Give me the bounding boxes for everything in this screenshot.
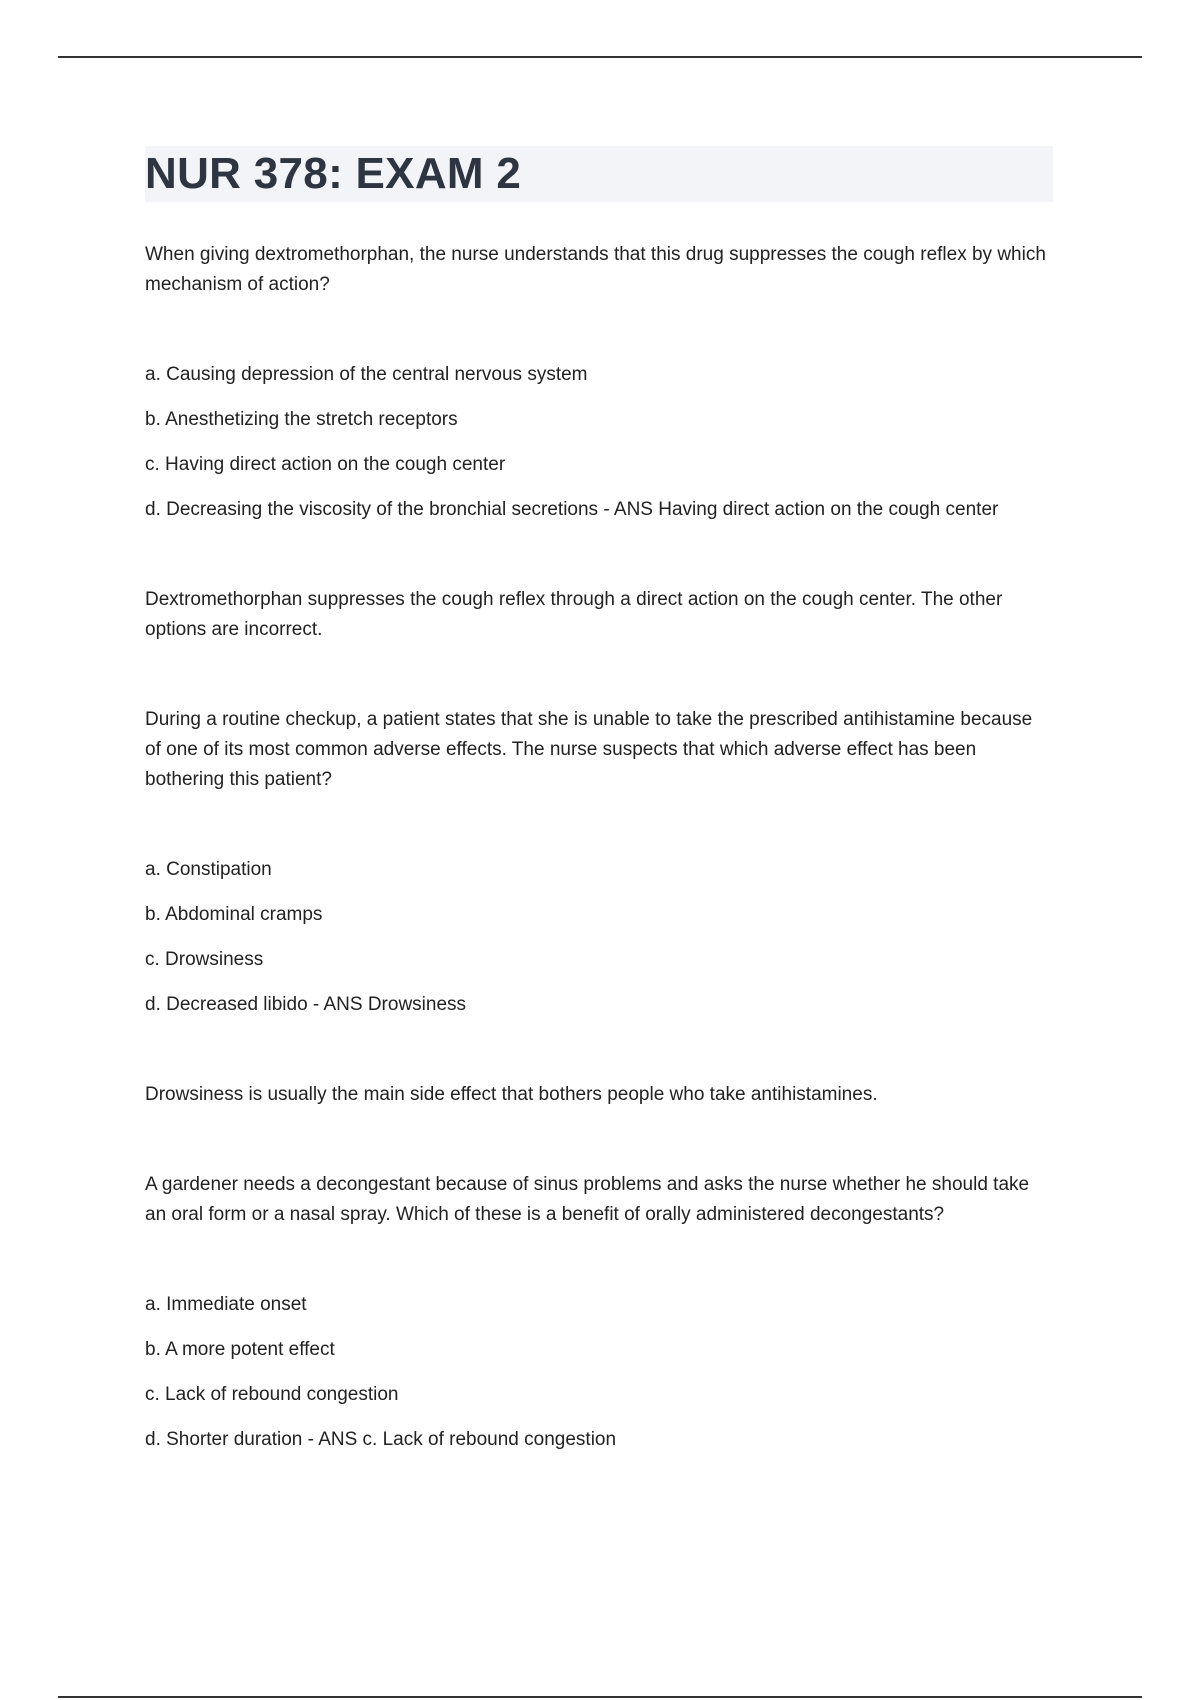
question-text: A gardener needs a decongestant because of sinus problems and asks the nurse whether he should take an oral form or a nasal spray. Which of these is a benefit of orally administered decongestants? (145, 1174, 1030, 1225)
top-rule (58, 56, 1142, 58)
rationale-text: Dextromethorphan suppresses the cough reflex through a direct action on the cough center. The other options are incorrect. (145, 589, 1003, 640)
option-d-with-answer: d. Decreasing the viscosity of the bronchial secretions - ANS Having direct action on the cough center (145, 499, 999, 520)
question-text: When giving dextromethorphan, the nurse understands that this drug suppresses the cough reflex by which mechanism of action? (145, 244, 1046, 295)
option-b: b. Anesthetizing the stretch receptors (145, 409, 458, 430)
answer-options (145, 1290, 1053, 1455)
option-a: a. Causing depression of the central nervous system (145, 364, 588, 385)
bottom-rule (58, 1696, 1142, 1698)
title-band (145, 146, 1053, 202)
option-c: c. Lack of rebound congestion (145, 1384, 399, 1405)
answer-options (145, 360, 1053, 525)
option-a: a. Immediate onset (145, 1294, 307, 1315)
rationale-text: Drowsiness is usually the main side effect that bothers people who take antihistamines. (145, 1084, 878, 1105)
option-c: c. Having direct action on the cough center (145, 454, 506, 475)
answer-options (145, 855, 1053, 1020)
page-title: NUR 378: EXAM 2 (145, 149, 522, 198)
document-body (145, 146, 1053, 1515)
option-b: b. A more potent effect (145, 1339, 335, 1360)
option-d-with-answer: d. Decreased libido - ANS Drowsiness (145, 994, 467, 1015)
option-a: a. Constipation (145, 859, 272, 880)
option-d-with-answer: d. Shorter duration - ANS c. Lack of rebound congestion (145, 1429, 617, 1450)
question-text: During a routine checkup, a patient states that she is unable to take the prescribed antihistamine because of one of its most common adverse effects. The nurse suspects that which adverse effect has been bothering this patient? (145, 709, 1033, 790)
option-c: c. Drowsiness (145, 949, 264, 970)
option-b: b. Abdominal cramps (145, 904, 323, 925)
